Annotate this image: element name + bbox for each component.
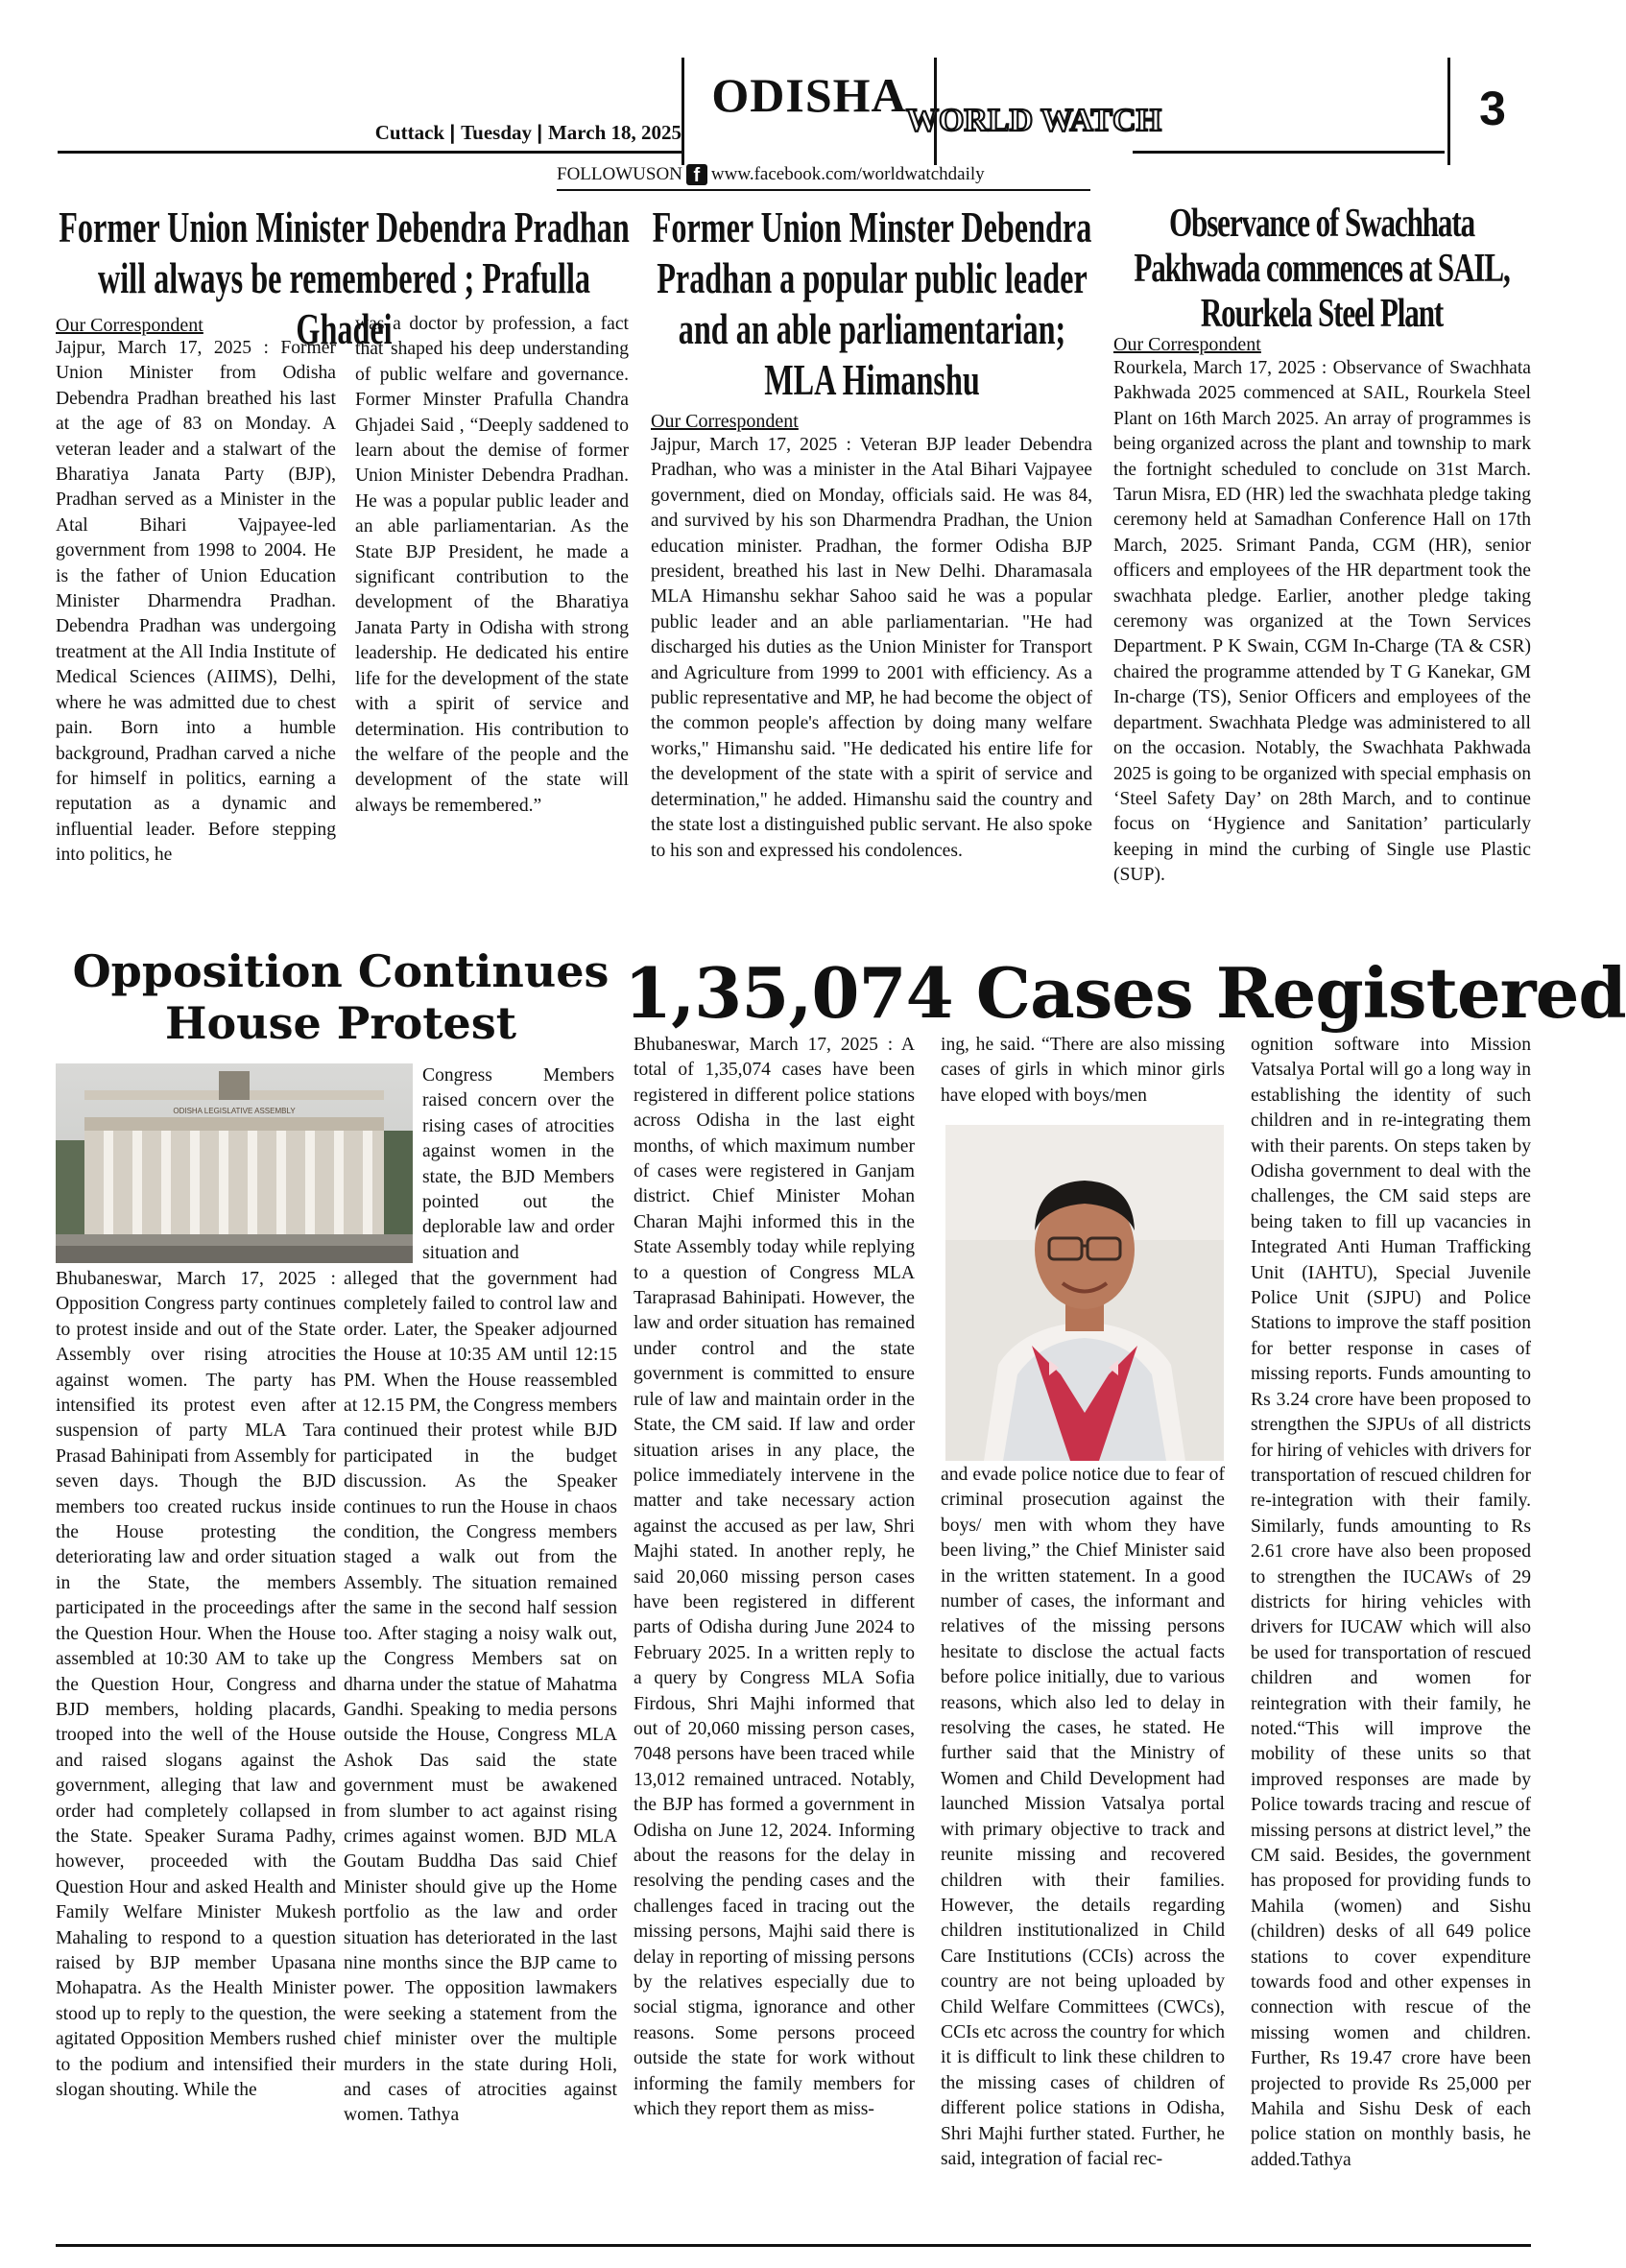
headline-line-1: Opposition Continues bbox=[72, 945, 610, 997]
article-text: Congress Members raised concern over the rising cases of atrocities against women in the state, the BJD Members pointed out the deplorable law and order situation and bbox=[422, 1065, 614, 1263]
article-cases-registered-headline: 1,35,074 Cases Registered bbox=[624, 952, 1626, 1034]
chief-minister-photo bbox=[945, 1125, 1224, 1461]
article5-col-2-top bbox=[941, 1033, 1225, 1109]
article-text: ing, he said. “There are also missing cases of girls in which minor girls have eloped with boys/men bbox=[941, 1035, 1225, 1106]
dateline bbox=[317, 121, 681, 145]
masthead-rule-right bbox=[1133, 151, 1445, 154]
article5-col-1 bbox=[634, 1033, 915, 2122]
follow-bar bbox=[557, 161, 1094, 188]
page-bottom-rule bbox=[56, 2244, 1531, 2247]
byline: Our Correspondent bbox=[1113, 334, 1261, 355]
world-watch-logo bbox=[905, 84, 1162, 150]
article-text: alleged that the government had completely failed to control law and order. Later, the Speaker adjourned the House at 10:35 AM until 12:15 PM. When the House reassembled at 12.15 PM, the Congress members continued their protest while BJD participated in the budget discussion. As the Speaker continues to run the House in chaos condition, the Congress members staged a walk out from the Assembly. The situation remained the same in the second half session too. After staging a noisy walk out, the Congress Members sat on dharna under the statue of Mahatma Gandhi. Speaking to media persons outside the House, Congress MLA Ashok Das said the state government must be awakened from slumber to act against rising crimes against women. BJD MLA Goutam Buddha Das said Chief Minister should give up the Home portfolio as the law and order situation has deteriorated in the last nine months since the BJP came to power. The opposition lawmakers were seeking a statement from the chief minister over the multiple murders in the state during Holi, and cases of atrocities against women. Tathya bbox=[344, 1269, 617, 2126]
page-number: 3 bbox=[1479, 82, 1506, 135]
article-text: and evade police notice due to fear of criminal prosecution against the boys/ men with whom they have been living,” the Chief Minister said in the written statement. In a good number of cases, the informant and relatives of the missing persons hesitate to disclose the actual facts before police initially, due to various reasons, which also led to delay in resolving the cases, he stated. He further said that the Ministry of Women and Child Development had launched Mission Vatsalya portal with primary objective to track and reunite missing and recovered children with their families. However, the details regarding children institutionalized in Child Care Institutions (CCIs) across the country are not being uploaded by Child Welfare Committees (CWCs), CCIs etc across the country for which it is difficult to link these children to the missing cases of children of different police stations in Odisha, Shri Majhi further stated. Further, he said, integration of facial rec- bbox=[941, 1465, 1226, 2169]
headline-line-2: House Protest bbox=[165, 997, 516, 1049]
article-pradhan-popular-leader bbox=[651, 202, 1092, 864]
follow-label: FOLLOWUSON bbox=[557, 164, 682, 184]
article4-wrap-text bbox=[422, 1063, 614, 1266]
logo-text: WORLD WATCH bbox=[905, 103, 1162, 138]
headline: Former Union Minster Debendra Pradhan a popular public leader and an able parliamentarian; MLA Himanshu bbox=[652, 203, 1092, 404]
article-text: ognition software into Mission Vatsalya Portal will go a long way in establishing the identity of such children and in re-integrating them with their parents. On steps taken by Odisha government to deal with the challenges, the CM said steps are being taken to fill up vacancies in Integrated Anti Human Trafficking Unit (IAHTU), Special Juvenile Police Unit (SJPU) and Police Stations to improve the staff position for better response in cases of missing reports. Funds amounting to Rs 3.24 crore have been proposed to strengthen the SJPUs of all districts for hiring of vehicles with drivers for transportation of rescued children for re-integration with their family. Similarly, funds amounting to Rs 2.61 crore have also been proposed to strengthen the IUCAWs of 29 districts for hiring vehicles with drivers for IUCAW which will also be used for transportation of rescued children and women for reintegration with their family, he noted.“This will improve the mobility of these units so that improved responses are made by Police towards tracing and rescue of missing persons at district level,” the CM said. Besides, the government has proposed for providing funds to Mahila (women) and Sishu (children) desks of all 649 police stations to cover expenditure towards food and other expenses in connection with rescue of the missing women and children. Further, Rs 19.47 crore have been projected to provide Rs 25,000 per Mahila and Sishu Desk of each police station on monthly basis, he added.Tathya bbox=[1251, 1035, 1531, 2170]
facebook-icon[interactable]: f bbox=[686, 164, 707, 185]
masthead-divider-1 bbox=[681, 58, 684, 165]
headline: Observance of Swachhata Pakhwada commences at SAIL, Rourkela Steel Plant bbox=[1134, 202, 1510, 336]
assembly-photo bbox=[56, 1063, 413, 1263]
article-text: Bhubaneswar, March 17, 2025 : Opposition Congress party continues to protest inside and out of the State Assembly over rising atrocities against women. The party has intensified its protest even after suspension of party MLA Tara Prasad Bahinipati from Assembly for seven days. Though the BJD members too created ruckus inside the House protesting the deteriorating law and order situation in the State, the members participated in the proceedings after the Question Hour. When the House assembled at 10:30 AM to take up the Question Hour, Congress and BJD members, holding placards, trooped into the well of the House and raised slogans against the government, alleging that law and order had completely collapsed in the State. Speaker Surama Padhy, however, proceeded with the Question Hour and asked Health and Family Welfare Minister Mukesh Mahaling to respond to a question raised by BJP member Upasana Mohapatra. As the Health Minister stood up to reply to the question, the agitated Opposition Members rushed to the podium and intensified their slogan shouting. While the bbox=[56, 1269, 336, 2100]
article-text: Rourkela, March 17, 2025 : Observance of Swachhata Pakhwada 2025 commenced at SAIL, Rourkela Steel Plant on 16th March 2025. An array of programmes is being organized across the plant and township to mark the fortnight scheduled to conclude on 31st March. Tarun Misra, ED (HR) led the swachhata pledge taking ceremony held at Samadhan Conference Hall on 17th March, 2025. Srimant Panda, CGM (HR), senior officers and employees of the HR department took the swachhata pledge. Earlier, another pledge taking ceremony was organized at the Town Services Department. P K Swain, CGM In-Charge (TA & CSR) chaired the programme attended by T G Kanekar, GM In-charge (TS), Senior Officers and employees of the department. Swachhata Pledge was administered to all on the occasion. Notably, the Swachhata Pakhwada 2025 is going to be organized with special emphasis on ‘Steel Safety Day’ on 28th March, and to continue focus on ‘Hygience and Sanitation’ particularly keeping in mind the curbing of Single use Plastic (SUP). bbox=[1113, 358, 1531, 886]
article-opposition-protest-headline bbox=[38, 945, 643, 1049]
follow-bar-rule bbox=[557, 189, 1090, 191]
dateline-city: Cuttack bbox=[374, 121, 445, 144]
article1-col-1 bbox=[56, 336, 336, 869]
section-title: ODISHA bbox=[711, 68, 907, 122]
dateline-date: March 18, 2025 bbox=[547, 121, 681, 144]
article4-col-1 bbox=[56, 1267, 336, 2103]
dateline-separator: | bbox=[449, 122, 462, 144]
article1-col-2 bbox=[355, 312, 629, 819]
masthead bbox=[0, 0, 1588, 192]
article-text: Bhubaneswar, March 17, 2025 : A total of 1,35,074 cases have been registered in different police stations across Odisha in the last eight months, of which maximum number of cases were registered in Ganjam district. Chief Minister Mohan Charan Majhi informed this in the State Assembly today while replying to a question of Congress MLA Taraprasad Bahinipati. However, the law and order situation has remained under control and the state government is committed to ensure rule of law and maintain order in the State, the CM said. If law and order situation arises in any place, the police immediately intervene in the matter and take necessary action against the accused as per law, Shri Majhi stated. In another reply, he said 20,060 missing person cases have been registered in different parts of Odisha during June 2024 to February 2025. In a written reply to a query by Congress MLA Sofia Firdous, Shri Majhi informed that out of 20,060 missing person cases, 7048 persons have been traced while 13,012 remained untraced. Notably, the BJP has formed a government in Odisha on June 12, 2024. Informing about the reasons for the delay in resolving the pending cases and the challenges faced in tracing out the missing persons, Majhi said there is delay in reporting of missing persons by the relatives especially due to social stigma, ignorance and other reasons. Some persons proceed outside the state for work without informing the family members for which they report them as miss- bbox=[634, 1035, 915, 2120]
dateline-separator: | bbox=[537, 122, 548, 144]
byline: Our Correspondent bbox=[651, 411, 799, 432]
article-text: Jajpur, March 17, 2025 : Veteran BJP leader Debendra Pradhan, who was a minister in the Atal Bihari Vajpayee government, died on Monday, officials said. He was 84, and survived by his son Dharmendra Pradhan, the Union education minister. Pradhan, the former Odisha BJP president, breathed his last in New Delhi. Dharamasala MLA Himanshu sekhar Sahoo said he was a popular public leader and an able parliamentarian. "He had discharged his duties as the Union Minister for Transport and Agriculture from 1999 to 2001 with efficiency. As a public representative and MP, he had become the object of the common people's affection by doing many welfare works," Himanshu said. "He dedicated his entire life for the development of the state with a spirit of service and determination," he added. Himanshu said the country and the state lost a distinguished public servant. He also spoke to his son and expressed his condolences. bbox=[651, 435, 1092, 861]
article5-col-2-bottom bbox=[941, 1463, 1225, 2172]
article-text: Jajpur, March 17, 2025 : Former Union Minister from Odisha Debendra Pradhan breathed his last at the age of 83 on Monday. A veteran leader and a stalwart of the Bharatiya Janata Party (BJP), Pradhan served as a Minister in the Atal Bihari Vajpayee-led government from 1998 to 2004. He is the father of Union Education Minister Dharmendra Pradhan. Debendra Pradhan was undergoing treatment at the All India Institute of Medical Sciences (AIIMS), Delhi, where he was admitted due to chest pain. Born into a humble background, Pradhan carved a niche for himself in politics, earning a reputation as a dynamic and influential leader. Before stepping into politics, he bbox=[56, 338, 336, 866]
headline: Former Union Minister Debendra Pradhan will always be remembered ; Prafulla Ghadei bbox=[59, 203, 630, 353]
masthead-divider-3 bbox=[1447, 58, 1450, 165]
photo-caption: ODISHA LEGISLATIVE ASSEMBLY bbox=[173, 1107, 296, 1115]
byline: Our Correspondent bbox=[56, 315, 203, 336]
masthead-rule-left bbox=[58, 151, 681, 154]
facebook-url[interactable]: www.facebook.com/worldwatchdaily bbox=[710, 164, 985, 184]
article5-col-3 bbox=[1251, 1033, 1531, 2173]
article-swachhata-pakhwada bbox=[1113, 202, 1531, 889]
article-text: was a doctor by profession, a fact that shaped his deep understanding of public welfare and governance. Former Minster Prafulla Chandra Ghjadei Said , “Deeply saddened to learn about the demise of former Union Minister Debendra Pradhan. He was a popular public leader and an able parliamentarian. As the State BJP President, he made a significant contribution to the development of the Bharatiya Janata Party in Odisha with strong leadership. He dedicated his entire life for the development of the state with a spirit of service and determination. His contribution to the welfare of the people and the development of the state will always be remembered.” bbox=[355, 314, 629, 816]
dateline-day: Tuesday bbox=[461, 121, 533, 144]
article4-col-2 bbox=[344, 1267, 617, 2129]
